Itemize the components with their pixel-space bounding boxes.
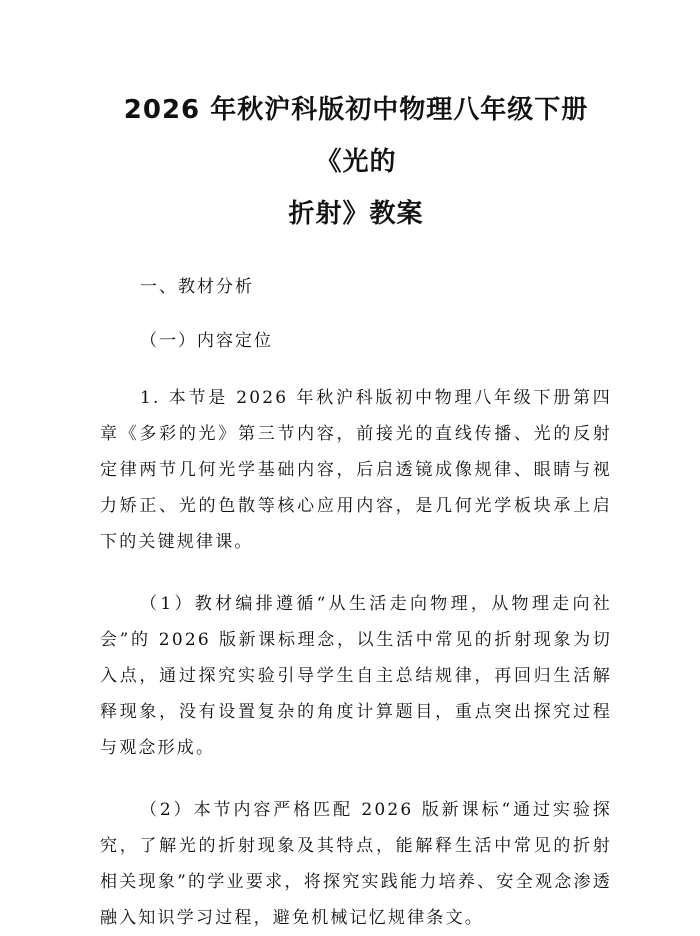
- title-line-2: 折射》教案: [288, 199, 424, 229]
- document-title: [100, 84, 612, 240]
- paragraph-1: 1. 本节是 2026 年秋沪科版初中物理八年级下册第四章《多彩的光》第三节内容，前接光的直线传播、光的反射定律两节几何光学基础内容，后启透镜成像规律、眼睛与视力矫正、光的色散等核心应用内容，是几何光学板块承上启下的关键规律课。: [100, 388, 612, 552]
- paragraph-2: （1）教材编排遵循“从生活走向物理，从物理走向社会”的 2026 版新课标理念，以生活中常见的折射现象为切入点，通过探究实验引导学生自主总结规律，再回归生活解释现象，没有设置复杂的角度计算题目，重点突出探究过程与观念形成。: [100, 594, 612, 758]
- paragraph-3: （2）本节内容严格匹配 2026 版新课标“通过实验探究，了解光的折射现象及其特点，能解释生活中常见的折射相关现象”的学业要求，将探究实践能力培养、安全观念渗透融入知识学习过程，避免机械记忆规律条文。: [100, 800, 612, 928]
- title-line-1: 2026 年秋沪科版初中物理八年级下册《光的: [123, 95, 589, 177]
- section-heading: 一、教材分析: [140, 277, 254, 297]
- subsection-heading: （一）内容定位: [140, 331, 273, 351]
